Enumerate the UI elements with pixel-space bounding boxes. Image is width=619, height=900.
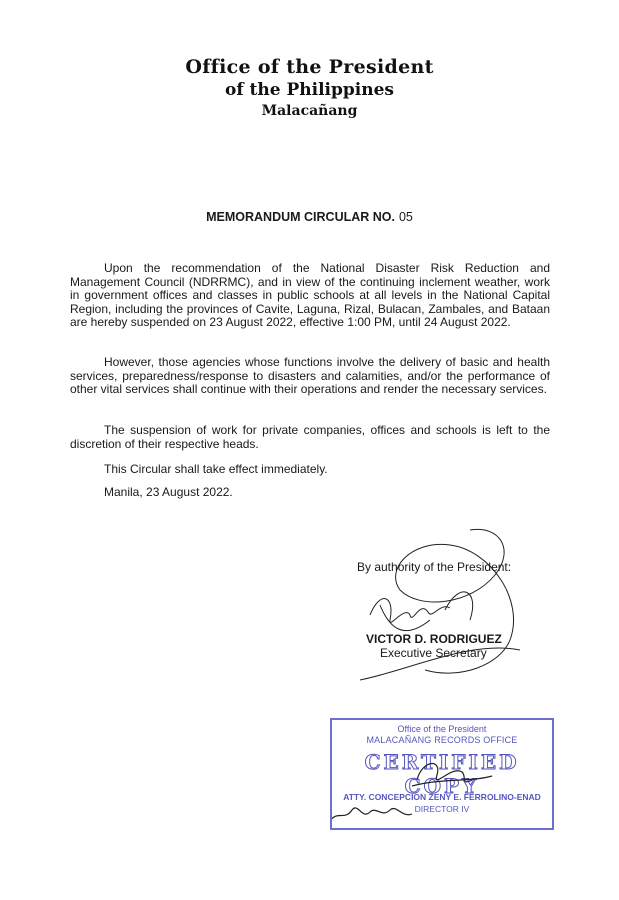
signature-authority: By authority of the President:: [357, 560, 512, 574]
header-location: Malacañang: [261, 103, 358, 119]
certified-copy-stamp: [330, 718, 554, 830]
header-office: Office of the President: [185, 56, 434, 78]
stamp-office: Office of the President: [397, 724, 487, 734]
stamp-records-office: MALACAÑANG RECORDS OFFICE: [366, 735, 518, 745]
signatory-title: Executive Secretary: [380, 646, 487, 660]
stamp-officer-position: DIRECTOR IV: [414, 804, 470, 814]
memo-title-label: MEMORANDUM CIRCULAR NO.: [206, 210, 395, 224]
memo-title: [0, 210, 619, 224]
paragraph-effectivity: This Circular shall take effect immediately.: [104, 462, 328, 476]
paragraph-date: Manila, 23 August 2022.: [104, 485, 233, 499]
header-country: of the Philippines: [224, 80, 394, 100]
stamp-initials-icon: [332, 720, 552, 828]
signature-scribble-icon: [350, 520, 530, 690]
signatory-name: VICTOR D. RODRIGUEZ: [366, 632, 502, 646]
stamp-officer-name: ATTY. CONCEPCION ZENY E. FERROLINO-ENAD: [343, 792, 541, 802]
paragraph-private: The suspension of work for private companies, offices and schools is left to the discretion of their respective heads.: [70, 423, 550, 451]
paragraph-exemptions: However, those agencies whose functions involve the delivery of basic and health services, preparedness/response to disasters and calamities, and/or the performance of other vital services shall continue with their operations and render the necessary services.: [70, 355, 550, 397]
paragraph-suspension: Upon the recommendation of the National Disaster Risk Reduction and Management Council (NDRRMC), and in view of the continuing inclement weather, work in government offices and classes in public schools at all levels in the National Capital Region, including the provinces of Cavite, Laguna, Rizal, Bulacan, Zambales, and Bataan are hereby suspended on 23 August 2022, effective 1:00 PM, until 24 August 2022.: [70, 261, 550, 330]
stamp-certified-copy: CERTIFIED COPY: [364, 750, 520, 798]
memo-number: 05: [398, 210, 413, 224]
